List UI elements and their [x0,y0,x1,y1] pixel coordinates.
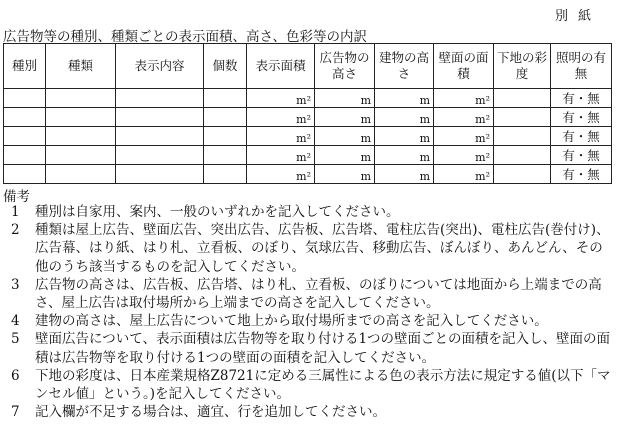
ad-height-cell[interactable]: m [315,165,375,184]
notes-list [3,203,615,421]
ad-height-cell[interactable]: m [315,89,375,108]
column-header: 建物の高さ [375,44,434,89]
content-cell[interactable] [116,127,204,146]
note-item [3,403,615,421]
note-number: 6 [11,367,20,384]
column-header: 下地の彩度 [494,44,551,89]
note-text: 壁面広告について、表示面積は広告物等を取り付ける1つの壁面ごとの面積を記入し、壁面の面積は広告物等を取り付ける1つの壁面の面積を記入してください。 [35,331,611,366]
wall-area-cell[interactable]: m² [434,146,494,165]
note-number: 2 [11,222,20,239]
note-number: 5 [11,331,20,348]
count-cell[interactable] [204,146,247,165]
building-height-cell[interactable]: m [375,146,434,165]
content-cell[interactable] [116,165,204,184]
type-cell[interactable] [4,127,46,146]
note-number: 3 [11,276,20,293]
display-area-cell[interactable]: m² [247,108,315,127]
note-item [3,312,615,330]
note-number: 7 [11,404,20,421]
type-cell[interactable] [4,89,46,108]
document-title: 広告物等の種別、種類ごとの表示面積、高さ、色彩等の内訳 [3,29,367,45]
appendix-label: 別紙 [554,9,601,24]
saturation-cell[interactable] [494,108,551,127]
column-header: 種類 [46,44,116,89]
kind-cell[interactable] [46,127,116,146]
table-row [4,165,612,184]
lighting-cell[interactable]: 有・無 [551,165,612,184]
note-text: 記入欄が不足する場合は、適宜、行を追加してください。 [35,404,386,421]
table-header-row [4,44,612,89]
content-cell[interactable] [116,146,204,165]
ad-height-cell[interactable]: m [315,127,375,146]
note-text: 広告物の高さは、広告板、広告塔、はり札、立看板、のぼりについては地面から上端までの高さ、屋上広告は取付場所から上端までの高さを記入してください。 [35,276,602,312]
saturation-cell[interactable] [494,89,551,108]
note-text: 建物の高さは、屋上広告について地上から取付場所までの高さを記入してください。 [35,313,548,330]
building-height-cell[interactable]: m [375,165,434,184]
note-number: 4 [11,313,20,330]
wall-area-cell[interactable]: m² [434,127,494,146]
ad-height-cell[interactable]: m [315,108,375,127]
note-number: 1 [11,204,20,220]
count-cell[interactable] [204,127,247,146]
lighting-cell[interactable]: 有・無 [551,127,612,146]
note-text: 下地の彩度は、日本産業規格Z8721に定める三属性による色の表示方法に規定する値(以下「マンセル値」という。)を記入してください。 [35,367,611,403]
column-header: 表示内容 [116,44,204,89]
building-height-cell[interactable]: m [375,108,434,127]
table-row [4,146,612,165]
column-header: 表示面積 [247,44,315,89]
kind-cell[interactable] [46,165,116,184]
display-area-cell[interactable]: m² [247,146,315,165]
column-header: 照明の有無 [551,44,612,89]
lighting-cell[interactable]: 有・無 [551,146,612,165]
table-row [4,89,612,108]
note-item [3,221,615,276]
note-item [3,367,615,403]
type-cell[interactable] [4,146,46,165]
saturation-cell[interactable] [494,165,551,184]
breakdown-table [3,43,612,184]
content-cell[interactable] [116,108,204,127]
saturation-cell[interactable] [494,127,551,146]
note-text: 種別は自家用、案内、一般のいずれかを記入してください。 [35,204,400,220]
type-cell[interactable] [4,165,46,184]
note-item [3,330,615,366]
column-header: 個数 [204,44,247,89]
wall-area-cell[interactable]: m² [434,165,494,184]
notes-heading: 備考 [3,189,30,205]
building-height-cell[interactable]: m [375,127,434,146]
column-header: 種別 [4,44,46,89]
display-area-cell[interactable]: m² [247,165,315,184]
count-cell[interactable] [204,108,247,127]
building-height-cell[interactable]: m [375,89,434,108]
display-area-cell[interactable]: m² [247,89,315,108]
kind-cell[interactable] [46,108,116,127]
type-cell[interactable] [4,108,46,127]
saturation-cell[interactable] [494,146,551,165]
note-text: 種類は屋上広告、壁面広告、突出広告、広告板、広告塔、電柱広告(突出)、電柱広告(巻付け)、広告幕、はり紙、はり札、立看板、のぼり、気球広告、移動広告、ぼんぼり、あんどん、その他のうち該当するものを記入してください。 [35,222,610,275]
count-cell[interactable] [204,89,247,108]
note-item [3,276,615,312]
column-header: 広告物の高さ [315,44,375,89]
wall-area-cell[interactable]: m² [434,89,494,108]
note-item [3,203,615,221]
column-header: 壁面の面積 [434,44,494,89]
kind-cell[interactable] [46,89,116,108]
ad-height-cell[interactable]: m [315,146,375,165]
content-cell[interactable] [116,89,204,108]
display-area-cell[interactable]: m² [247,127,315,146]
kind-cell[interactable] [46,146,116,165]
lighting-cell[interactable]: 有・無 [551,89,612,108]
wall-area-cell[interactable]: m² [434,108,494,127]
count-cell[interactable] [204,165,247,184]
table-row [4,127,612,146]
table-row [4,108,612,127]
lighting-cell[interactable]: 有・無 [551,108,612,127]
